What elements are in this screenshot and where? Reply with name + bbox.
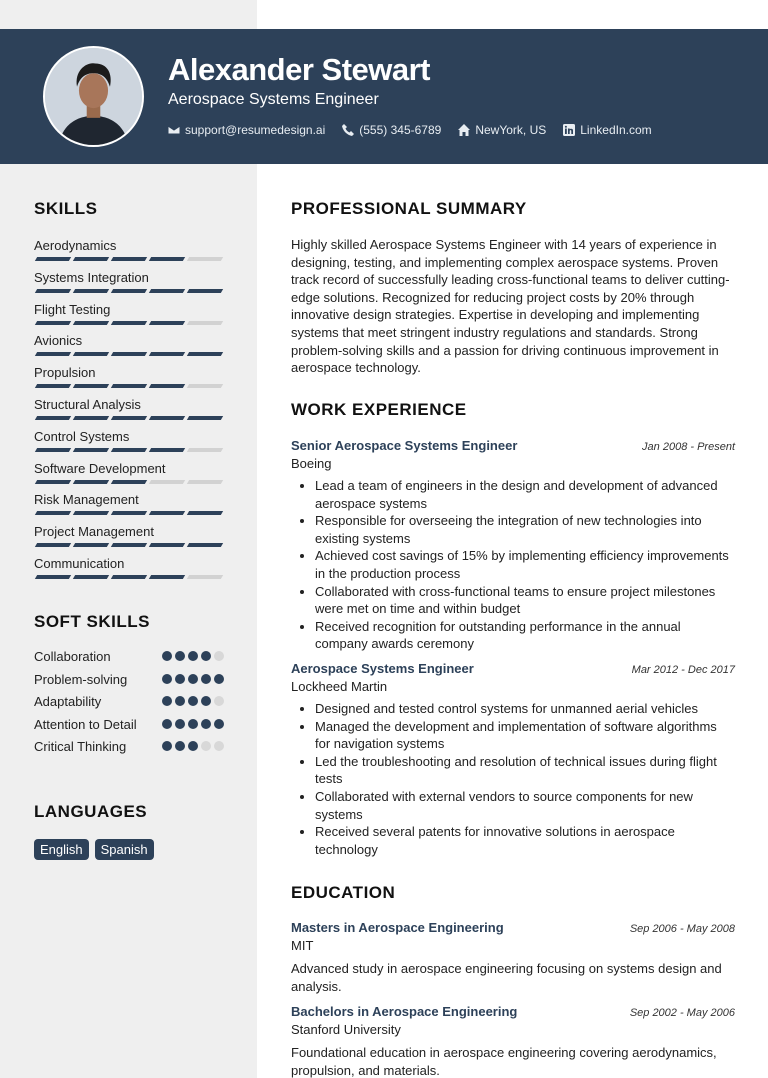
experience-heading: WORK EXPERIENCE xyxy=(291,400,467,419)
skill-level-bar xyxy=(34,480,224,484)
skill-level-segment xyxy=(35,480,71,484)
rating-dot xyxy=(175,674,185,684)
skill-item xyxy=(34,523,224,555)
skill-item xyxy=(34,396,224,428)
job-bullet: • Achieved cost savings of 15% by implementing efficiency improvements in the production process xyxy=(315,547,735,582)
rating-dot xyxy=(214,741,224,751)
skill-level-segment xyxy=(111,416,147,420)
skill-level-segment xyxy=(187,480,223,484)
contact-linkedin[interactable] xyxy=(563,123,651,137)
skill-name: Flight Testing xyxy=(34,301,111,317)
education-description: Advanced study in aerospace engineering focusing on systems design and analysis. xyxy=(291,961,722,994)
soft-skill-rating xyxy=(162,738,224,751)
rating-dot xyxy=(201,741,211,751)
rating-dot xyxy=(188,741,198,751)
skill-level-segment xyxy=(149,416,185,420)
skill-level-segment xyxy=(111,352,147,356)
rating-dot xyxy=(175,651,185,661)
linkedin-text: LinkedIn.com xyxy=(580,123,652,137)
skill-level-segment xyxy=(149,480,185,484)
soft-skills-heading: SOFT SKILLS xyxy=(34,612,150,631)
contact-email[interactable] xyxy=(168,123,325,137)
skill-level-segment xyxy=(187,321,223,325)
rating-dot xyxy=(162,651,172,661)
skill-level-segment xyxy=(149,384,185,388)
soft-skill-rating xyxy=(162,648,224,661)
skill-level-bar xyxy=(34,416,224,420)
job-bullets xyxy=(291,700,735,858)
soft-skill-rating xyxy=(162,716,224,729)
skill-name: Control Systems xyxy=(34,428,130,444)
skill-level-segment xyxy=(73,511,109,515)
job-bullet: • Received recognition for outstanding performance in the annual company awards ceremony xyxy=(315,618,735,653)
skill-item xyxy=(34,460,224,492)
skill-level-segment xyxy=(187,289,223,293)
education-date: Sep 2006 - May 2008 xyxy=(629,923,735,935)
skill-level-segment xyxy=(149,257,185,261)
skill-level-segment xyxy=(111,321,147,325)
skill-item xyxy=(34,364,224,396)
soft-skills-list xyxy=(34,648,224,761)
phone-text: (555) 345-6789 xyxy=(359,123,442,137)
skill-level-segment xyxy=(111,257,147,261)
company-name: Lockheed Martin xyxy=(291,679,388,694)
soft-skill-name: Collaboration xyxy=(34,649,111,664)
skill-level-segment xyxy=(187,416,223,420)
soft-skill-name: Critical Thinking xyxy=(34,739,127,755)
skill-level-segment xyxy=(187,448,223,452)
phone-icon xyxy=(342,124,354,136)
school-name: MIT xyxy=(291,938,314,953)
degree-title: Masters in Aerospace Engineering xyxy=(291,920,504,935)
skill-item xyxy=(34,491,224,523)
skill-level-bar xyxy=(34,384,224,388)
rating-dot xyxy=(214,719,224,729)
rating-dot xyxy=(201,674,211,684)
soft-skill-item xyxy=(34,716,224,733)
skill-level-bar xyxy=(34,257,224,261)
skill-level-segment xyxy=(187,511,223,515)
skill-item xyxy=(34,269,224,301)
job-date: Jan 2008 - Present xyxy=(642,441,735,453)
skill-level-segment xyxy=(149,511,185,515)
envelope-icon xyxy=(168,124,180,136)
soft-skill-item xyxy=(34,738,224,755)
skill-level-segment xyxy=(187,257,223,261)
skill-level-segment xyxy=(35,543,71,547)
location-text: NewYork, US xyxy=(475,123,547,137)
rating-dot xyxy=(188,651,198,661)
company-name: Boeing xyxy=(291,456,332,471)
linkedin-icon xyxy=(563,124,575,136)
skill-level-bar xyxy=(34,575,224,579)
skill-item xyxy=(34,301,224,333)
skill-item xyxy=(34,428,224,460)
rating-dot xyxy=(162,741,172,751)
soft-skill-name: Attention to Detail xyxy=(34,716,137,732)
skill-level-segment xyxy=(73,352,109,356)
skill-level-segment xyxy=(73,480,109,484)
skill-level-segment xyxy=(149,321,185,325)
skill-item xyxy=(34,237,224,269)
job-bullet: • Led the troubleshooting and resolution of technical issues during flight tests xyxy=(315,753,735,788)
soft-skill-item xyxy=(34,648,224,665)
job-bullet: • Responsible for overseeing the integration of new technologies into existing systems xyxy=(315,512,735,547)
skill-level-segment xyxy=(35,448,71,452)
summary-text: Highly skilled Aerospace Systems Engineer with 14 years of experience in designing, testing, and implementing complex aerospace systems. Proven track record of successfully leading cross-functional teams to deliver cutting-edge solutions. Recognized for reducing project costs by 20% through innovative design strategies. Expertise in developing and implementing systems that meet stringent industry regulations and standards. Strong problem-solving skills and a passion for driving continuous improvement in aerospace technology. xyxy=(291,237,730,376)
school-name: Stanford University xyxy=(291,1022,401,1037)
skill-level-segment xyxy=(35,384,71,388)
skill-name: Project Management xyxy=(34,524,154,540)
skill-name: Communication xyxy=(34,555,125,571)
contact-bar xyxy=(168,123,652,137)
skill-level-segment xyxy=(73,384,109,388)
skill-level-segment xyxy=(187,352,223,356)
skill-level-segment xyxy=(73,289,109,293)
skill-level-segment xyxy=(35,416,71,420)
skill-item xyxy=(34,332,224,364)
languages-heading: LANGUAGES xyxy=(34,802,148,821)
education-heading: EDUCATION xyxy=(291,883,396,902)
contact-location xyxy=(458,123,546,137)
job-bullet: • Managed the development and implementation of software algorithms for navigation systems xyxy=(315,718,735,753)
language-tag: English xyxy=(34,839,89,860)
job-bullet: • Collaborated with cross-functional teams to ensure project milestones were met on time and within budget xyxy=(315,583,735,618)
soft-skill-item xyxy=(34,671,224,688)
soft-skill-rating xyxy=(162,693,224,706)
skill-level-segment xyxy=(149,575,185,579)
skill-level-segment xyxy=(111,575,147,579)
skill-name: Structural Analysis xyxy=(34,396,141,412)
skill-level-segment xyxy=(149,543,185,547)
skill-level-segment xyxy=(73,257,109,261)
skill-name: Risk Management xyxy=(34,492,139,508)
job-bullet: • Designed and tested control systems for unmanned aerial vehicles xyxy=(315,700,735,718)
skill-item xyxy=(34,555,224,587)
rating-dot xyxy=(162,674,172,684)
skill-level-bar xyxy=(34,352,224,356)
soft-skill-name: Problem-solving xyxy=(34,671,128,687)
rating-dot xyxy=(188,719,198,729)
education-description: Foundational education in aerospace engineering covering aerodynamics, propulsion, and materials. xyxy=(291,1045,717,1078)
education-item xyxy=(291,1004,735,1078)
skill-level-bar xyxy=(34,321,224,325)
skill-level-segment xyxy=(73,321,109,325)
rating-dot xyxy=(175,741,185,751)
contact-phone[interactable] xyxy=(342,123,441,137)
skill-level-segment xyxy=(149,352,185,356)
rating-dot xyxy=(162,719,172,729)
skills-heading: SKILLS xyxy=(34,199,98,218)
skill-level-segment xyxy=(111,480,147,484)
skill-level-segment xyxy=(111,511,147,515)
skill-level-segment xyxy=(35,289,71,293)
skill-level-segment xyxy=(111,543,147,547)
skill-level-segment xyxy=(111,289,147,293)
rating-dot xyxy=(214,651,224,661)
job-date: Mar 2012 - Dec 2017 xyxy=(631,664,735,676)
skill-level-bar xyxy=(34,543,224,547)
job-title: Aerospace Systems Engineer xyxy=(291,661,474,676)
skill-level-segment xyxy=(73,448,109,452)
soft-skill-item xyxy=(34,693,224,710)
job-title: Senior Aerospace Systems Engineer xyxy=(291,438,518,453)
rating-dot xyxy=(214,696,224,706)
soft-skill-rating xyxy=(162,671,224,684)
job-bullet: • Lead a team of engineers in the design and development of advanced aerospace systems xyxy=(315,477,735,512)
skill-level-segment xyxy=(73,575,109,579)
skill-level-segment xyxy=(187,575,223,579)
skill-name: Systems Integration xyxy=(34,269,149,285)
skill-level-segment xyxy=(149,448,185,452)
skill-level-segment xyxy=(35,511,71,515)
education-date: Sep 2002 - May 2006 xyxy=(629,1007,735,1019)
skill-name: Propulsion xyxy=(34,365,96,381)
rating-dot xyxy=(214,674,224,684)
rating-dot xyxy=(175,696,185,706)
soft-skill-name: Adaptability xyxy=(34,694,102,710)
skill-level-segment xyxy=(187,543,223,547)
rating-dot xyxy=(162,696,172,706)
skill-level-segment xyxy=(149,289,185,293)
skill-level-bar xyxy=(34,511,224,515)
skill-name: Aerodynamics xyxy=(34,238,117,253)
languages-list xyxy=(34,839,154,860)
rating-dot xyxy=(201,651,211,661)
job-bullet: • Received several patents for innovative solutions in aerospace technology xyxy=(315,823,735,858)
skill-level-segment xyxy=(35,321,71,325)
skill-level-segment xyxy=(111,384,147,388)
rating-dot xyxy=(188,674,198,684)
candidate-name: Alexander Stewart xyxy=(168,52,430,87)
rating-dot xyxy=(188,696,198,706)
home-icon xyxy=(458,124,470,136)
job-bullets xyxy=(291,477,735,653)
skill-name: Software Development xyxy=(34,460,166,476)
rating-dot xyxy=(175,719,185,729)
skill-level-segment xyxy=(35,352,71,356)
rating-dot xyxy=(201,696,211,706)
language-tag: Spanish xyxy=(95,839,154,860)
skill-level-segment xyxy=(35,257,71,261)
email-text: support@resumedesign.ai xyxy=(185,123,326,137)
skill-level-segment xyxy=(111,448,147,452)
rating-dot xyxy=(201,719,211,729)
candidate-role: Aerospace Systems Engineer xyxy=(168,91,379,108)
skills-list xyxy=(34,237,224,587)
skill-level-segment xyxy=(35,575,71,579)
skill-level-segment xyxy=(73,543,109,547)
skill-level-segment xyxy=(73,416,109,420)
skill-level-segment xyxy=(187,384,223,388)
skill-level-bar xyxy=(34,448,224,452)
skill-level-bar xyxy=(34,289,224,293)
summary-heading: PROFESSIONAL SUMMARY xyxy=(291,199,527,218)
experience-item xyxy=(291,661,735,858)
experience-item xyxy=(291,438,735,653)
job-bullet: • Collaborated with external vendors to source components for new systems xyxy=(315,788,735,823)
education-item xyxy=(291,920,735,995)
degree-title: Bachelors in Aerospace Engineering xyxy=(291,1004,518,1019)
skill-name: Avionics xyxy=(34,333,83,349)
profile-photo xyxy=(43,46,144,147)
